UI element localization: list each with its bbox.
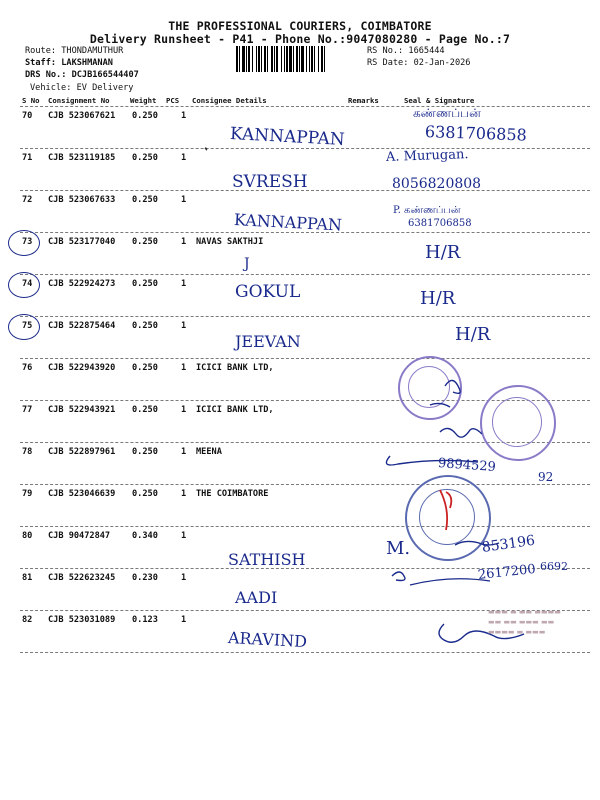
row-pcs: 1 xyxy=(181,321,187,331)
table-header xyxy=(20,96,590,106)
faded-stamp-text-1: ▬▬▬ ▬ ▬▬ ▬▬▬▬ xyxy=(488,608,561,616)
row-sno: 75 xyxy=(22,321,33,331)
row-consignment-number: CJB 522875464 xyxy=(48,321,116,331)
row-sno: 70 xyxy=(22,111,33,121)
row-pcs: 1 xyxy=(181,111,187,121)
handwriting-r70-tamil: கண்ணப்பன் xyxy=(413,106,481,120)
row-consignment-number: CJB 523067633 xyxy=(48,195,116,205)
row-pcs: 1 xyxy=(181,279,187,289)
sno-73-circle xyxy=(8,230,40,256)
col-pcs: PCS xyxy=(166,96,180,105)
handwriting-r72-signature: P. கண்ணப்பன் xyxy=(393,205,461,216)
table-row xyxy=(20,233,590,275)
row-pcs: 1 xyxy=(181,531,187,541)
sno-75-circle xyxy=(8,314,40,340)
row-weight: 0.250 xyxy=(132,447,158,457)
row-weight: 0.250 xyxy=(132,405,158,415)
handwriting-r72-name: KANNAPPAN xyxy=(233,210,343,235)
row-sno: 71 xyxy=(22,153,33,163)
staff-label: Staff: LAKSHMANAN xyxy=(25,58,113,68)
handwriting-r75-mark: H/R xyxy=(455,324,491,345)
row-pcs: 1 xyxy=(181,573,187,583)
row-consignee: ICICI BANK LTD, xyxy=(196,405,274,415)
barcode xyxy=(236,46,362,72)
row-weight: 0.250 xyxy=(132,279,158,289)
drs-number: DRS No.: DCJB166544407 xyxy=(25,70,139,80)
handwriting-r72-phone: 6381706858 xyxy=(408,218,472,229)
row-pcs: 1 xyxy=(181,447,187,457)
row-consignment-number: CJB 523046639 xyxy=(48,489,116,499)
row-weight: 0.250 xyxy=(132,237,158,247)
handwriting-r71-signature: A. Murugan. xyxy=(385,147,469,165)
col-consignee: Consignee Details xyxy=(192,96,267,105)
row-weight: 0.250 xyxy=(132,363,158,373)
row-pcs: 1 xyxy=(181,363,187,373)
handwriting-r80-phone: 853196 xyxy=(480,532,537,556)
route-label: Route: THONDAMUTHUR xyxy=(25,46,124,56)
row-pcs: 1 xyxy=(181,615,187,625)
row-pcs: 1 xyxy=(181,195,187,205)
row-consignment-number: CJB 90472847 xyxy=(48,531,111,541)
row-weight: 0.250 xyxy=(132,489,158,499)
table-row xyxy=(20,317,590,359)
row-weight: 0.123 xyxy=(132,615,158,625)
row-consignee: ICICI BANK LTD, xyxy=(196,363,274,373)
row-weight: 0.340 xyxy=(132,531,158,541)
col-remarks: Remarks xyxy=(348,96,379,105)
col-weight: Weight xyxy=(130,96,157,105)
runsheet-subtitle: Delivery Runsheet - P41 - Phone No.:9047080280 - Page No.:7 xyxy=(89,32,511,46)
table-row xyxy=(20,275,590,317)
row-sno: 77 xyxy=(22,405,33,415)
row-weight: 0.250 xyxy=(132,111,158,121)
row-pcs: 1 xyxy=(181,405,187,415)
handwriting-r70-phone: 6381706858 xyxy=(424,122,528,145)
row-consignment-number: CJB 523177040 xyxy=(48,237,116,247)
row-consignee: MEENA xyxy=(196,447,222,457)
row-pcs: 1 xyxy=(181,153,187,163)
row-sno: 80 xyxy=(22,531,33,541)
row-consignment-number: CJB 522924273 xyxy=(48,279,116,289)
row-weight: 0.250 xyxy=(132,153,158,163)
row-sno: 82 xyxy=(22,615,33,625)
rs-date: RS Date: 02-Jan-2026 xyxy=(367,58,471,68)
row-consignment-number: CJB 522623245 xyxy=(48,573,116,583)
row-sno: 74 xyxy=(22,279,33,289)
handwriting-r71-name: SVRESH xyxy=(232,172,308,192)
faded-stamp-text-2: ▬▬ ▬▬ ▬▬▬ ▬▬ xyxy=(488,618,555,626)
vehicle-label: Vehicle: EV Delivery xyxy=(30,83,134,93)
row-weight: 0.250 xyxy=(132,321,158,331)
handwriting-r70-name: KANNAPPAN xyxy=(229,124,346,150)
faded-stamp-text-3: ▬▬▬▬ ▬ ▬▬▬ xyxy=(488,628,546,636)
handwriting-r74-tick: J xyxy=(244,256,250,272)
handwriting-r78-phone: 9894529 xyxy=(437,456,497,476)
company-title: THE PROFESSIONAL COURIERS, COIMBATORE xyxy=(168,19,432,33)
handwriting-r78-phone2: 92 xyxy=(538,470,554,484)
row-pcs: 1 xyxy=(181,237,187,247)
handwriting-r80-phone2: 6692 xyxy=(540,560,568,573)
row-consignment-number: CJB 523119185 xyxy=(48,153,116,163)
handwriting-r74-name: GOKUL xyxy=(235,282,301,302)
row-consignee: THE COIMBATORE xyxy=(196,489,269,499)
bank-seal-stamp-1 xyxy=(398,356,462,420)
row-consignment-number: CJB 522943920 xyxy=(48,363,116,373)
row-consignment-number: CJB 523067621 xyxy=(48,111,116,121)
row-sno: 76 xyxy=(22,363,33,373)
handwriting-r73-mark: H/R xyxy=(425,242,461,263)
row-consignment-number: CJB 523031089 xyxy=(48,615,116,625)
rs-number: RS No.: 1665444 xyxy=(367,46,445,56)
handwriting-r75-name: JEEVAN xyxy=(235,332,301,351)
bank-seal-stamp-2 xyxy=(480,385,556,461)
row-consignment-number: CJB 522897961 xyxy=(48,447,116,457)
col-consignment: Consignment No xyxy=(48,96,110,105)
row-consignee: NAVAS SAKTHJI xyxy=(196,237,264,247)
col-sno: S No xyxy=(22,96,40,105)
row-sno: 81 xyxy=(22,573,33,583)
col-seal: Seal & Signature xyxy=(404,96,475,105)
row-divider xyxy=(20,652,590,653)
handwriting-r81-phone: 2617200 xyxy=(477,561,537,583)
row-weight: 0.250 xyxy=(132,195,158,205)
handwriting-r80-name: SATHISH xyxy=(228,550,306,569)
handwriting-r71-phone: 8056820808 xyxy=(392,176,482,192)
row-sno: 72 xyxy=(22,195,33,205)
handwriting-r74-mark: H/R xyxy=(420,288,456,309)
row-sno: 79 xyxy=(22,489,33,499)
row-weight: 0.230 xyxy=(132,573,158,583)
sno-74-circle xyxy=(8,272,40,298)
handwriting-r80-signature: M. xyxy=(386,538,411,559)
row-pcs: 1 xyxy=(181,489,187,499)
handwriting-r82-name: ARAVIND xyxy=(227,628,308,652)
row-sno: 78 xyxy=(22,447,33,457)
row-consignment-number: CJB 522943921 xyxy=(48,405,116,415)
table-row xyxy=(20,485,590,527)
company-seal-stamp xyxy=(405,475,491,561)
handwriting-r81-name: AADI xyxy=(235,588,278,607)
row-sno: 73 xyxy=(22,237,33,247)
